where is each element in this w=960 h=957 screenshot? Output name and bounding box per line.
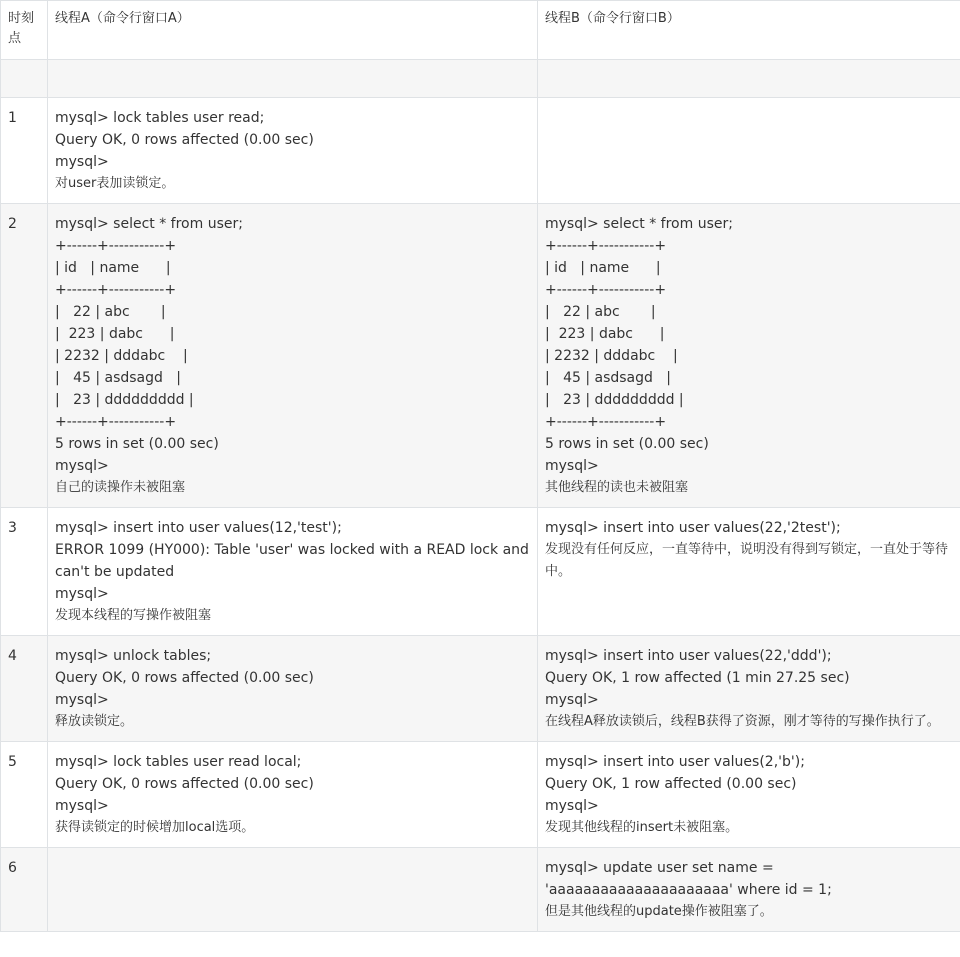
cell-line: mysql> unlock tables;: [55, 648, 212, 664]
thread-b-cell: [538, 98, 960, 204]
blank-cell: [538, 60, 960, 98]
blank-cell: [1, 60, 48, 98]
cell-line: | 22 | abc |: [545, 304, 656, 320]
time-cell: 5: [1, 742, 48, 848]
header-time: 时刻点: [1, 1, 48, 60]
time-cell: 1: [1, 98, 48, 204]
table-row: [1, 98, 960, 204]
cell-note: 发现其他线程的insert未被阻塞。: [545, 820, 739, 835]
thread-a-cell: [48, 848, 538, 932]
table-row: [1, 742, 960, 848]
cell-line: mysql>: [55, 458, 109, 474]
time-cell: 3: [1, 508, 48, 636]
cell-line: Query OK, 0 rows affected (0.00 sec): [55, 670, 314, 686]
cell-note: 对user表加读锁定。: [55, 176, 175, 191]
cell-line: | 45 | asdsagd |: [55, 370, 181, 386]
cell-line: mysql> select * from user;: [545, 216, 733, 232]
cell-line: | 2232 | dddabc |: [545, 348, 678, 364]
header-thread-a: 线程A（命令行窗口A）: [48, 1, 538, 60]
cell-line: mysql> insert into user values(22,'2test');: [545, 520, 841, 536]
header-row: [1, 1, 960, 60]
cell-line: | 23 | ddddddddd |: [545, 392, 684, 408]
time-cell: 2: [1, 204, 48, 508]
blank-cell: [48, 60, 538, 98]
table-row: [1, 204, 960, 508]
cell-note: 在线程A释放读锁后，线程B获得了资源，刚才等待的写操作执行了。: [545, 714, 940, 729]
time-cell: 4: [1, 636, 48, 742]
thread-b-cell: [538, 848, 960, 932]
cell-note: 获得读锁定的时候增加local选项。: [55, 820, 255, 835]
cell-line: mysql> lock tables user read local;: [55, 754, 302, 770]
cell-line: mysql> lock tables user read;: [55, 110, 265, 126]
blank-row: [1, 60, 960, 98]
thread-a-cell: [48, 742, 538, 848]
cell-line: | 223 | dabc |: [55, 326, 175, 342]
cell-line: +------+-----------+: [55, 282, 177, 298]
cell-line: | 45 | asdsagd |: [545, 370, 671, 386]
thread-b-cell: [538, 204, 960, 508]
cell-note: 其他线程的读也未被阻塞: [545, 480, 689, 495]
cell-line: mysql> insert into user values(22,'ddd');: [545, 648, 832, 664]
cell-line: mysql>: [545, 458, 599, 474]
cell-line: Query OK, 1 row affected (0.00 sec): [545, 776, 797, 792]
cell-line: mysql> select * from user;: [55, 216, 243, 232]
thread-a-cell: [48, 636, 538, 742]
cell-line: ERROR 1099 (HY000): Table 'user' was locked with a READ lock and can't be updated: [55, 542, 529, 580]
cell-line: mysql>: [55, 692, 109, 708]
cell-line: mysql>: [55, 798, 109, 814]
cell-line: | 23 | ddddddddd |: [55, 392, 194, 408]
cell-note: 释放读锁定。: [55, 714, 134, 729]
thread-b-cell: [538, 508, 960, 636]
cell-line: mysql>: [55, 154, 109, 170]
thread-b-cell: [538, 636, 960, 742]
header-thread-b: 线程B（命令行窗口B）: [538, 1, 960, 60]
cell-line: mysql>: [545, 798, 599, 814]
cell-line: Query OK, 1 row affected (1 min 27.25 sec): [545, 670, 850, 686]
cell-line: | 223 | dabc |: [545, 326, 665, 342]
cell-line: mysql> update user set name = 'aaaaaaaaaaaaaaaaaaaaa' where id = 1;: [545, 860, 832, 898]
table-row: [1, 848, 960, 932]
cell-line: +------+-----------+: [55, 238, 177, 254]
table-row: [1, 636, 960, 742]
cell-line: 5 rows in set (0.00 sec): [55, 436, 219, 452]
cell-line: Query OK, 0 rows affected (0.00 sec): [55, 132, 314, 148]
table-row: [1, 508, 960, 636]
cell-note: 发现本线程的写操作被阻塞: [55, 608, 212, 623]
cell-line: mysql> insert into user values(2,'b');: [545, 754, 805, 770]
thread-a-cell: [48, 204, 538, 508]
cell-line: | 22 | abc |: [55, 304, 166, 320]
cell-line: | 2232 | dddabc |: [55, 348, 188, 364]
time-cell: 6: [1, 848, 48, 932]
cell-note: 自己的读操作未被阻塞: [55, 480, 186, 495]
cell-note: 但是其他线程的update操作被阻塞了。: [545, 904, 773, 919]
thread-b-cell: [538, 742, 960, 848]
cell-line: mysql> insert into user values(12,'test');: [55, 520, 342, 536]
cell-line: mysql>: [55, 586, 109, 602]
cell-line: mysql>: [545, 692, 599, 708]
cell-line: +------+-----------+: [545, 238, 667, 254]
cell-note: 发现没有任何反应，一直等待中，说明没有得到写锁定，一直处于等待中。: [545, 542, 949, 579]
cell-line: | id | name |: [545, 260, 661, 276]
thread-a-cell: [48, 98, 538, 204]
cell-line: +------+-----------+: [545, 414, 667, 430]
cell-line: | id | name |: [55, 260, 171, 276]
cell-line: Query OK, 0 rows affected (0.00 sec): [55, 776, 314, 792]
cell-line: 5 rows in set (0.00 sec): [545, 436, 709, 452]
thread-a-cell: [48, 508, 538, 636]
cell-line: +------+-----------+: [55, 414, 177, 430]
cell-line: +------+-----------+: [545, 282, 667, 298]
